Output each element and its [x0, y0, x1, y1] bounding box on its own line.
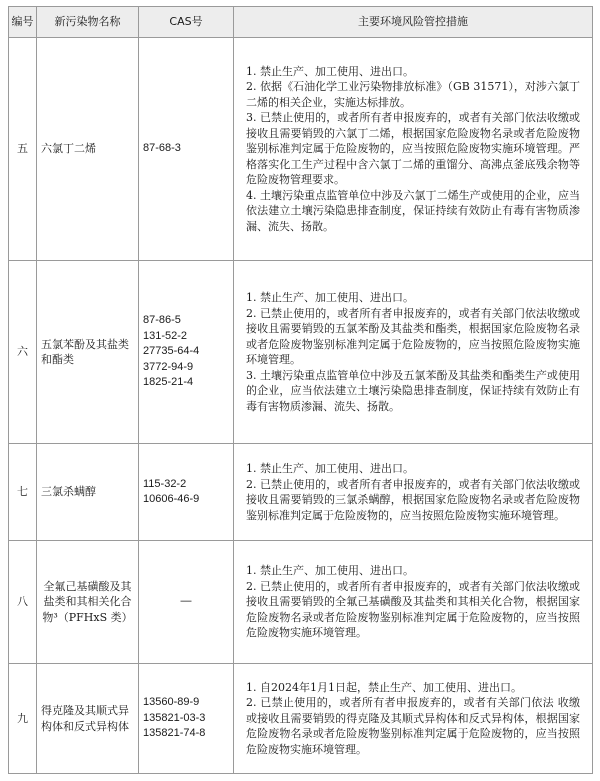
measure-item: 3. 土壤污染重点监管单位中涉及五氯苯酚及其盐类和酯类生产或使用的企业，应当依法建立土壤污染隐患排查制度，保证持续有效防止有毒有害物质渗漏、流失、扬散。: [246, 368, 580, 413]
cas-number: 87-86-5 131-52-2 27735-64-4 3772-94-9 1825-21-4: [139, 261, 234, 444]
measure-item: 2. 依据《石油化学工业污染物排放标准》（GB 31571），对涉六氯丁二烯的相关企业，实施达标排放。: [246, 80, 580, 109]
header-number: 编号: [9, 7, 37, 38]
pollutant-name: 六氯丁二烯: [37, 38, 139, 261]
cas-number: 13560-89-9 135821-03-3 135821-74-8: [139, 664, 234, 774]
pollutant-name: 得克隆及其顺式异构体和反式异构体: [37, 664, 139, 774]
measure-item: 1. 禁止生产、加工使用、进出口。: [246, 291, 414, 304]
table-row: [9, 541, 593, 664]
measure-item: 2. 已禁止使用的，或者所有者申报废弃的，或者有关部门依法收缴或接收且需要销毁的全氟己基磺酸及其盐类和其相关化合物，根据国家危险废物名录或者危险废物鉴别标准判定属于危险废物的，应当按照危险废物实施环境管理。: [246, 579, 580, 640]
header-control-measures: 主要环境风险管控措施: [234, 7, 593, 38]
control-measures: [234, 541, 593, 664]
control-measures: [234, 664, 593, 774]
table-row: [9, 664, 593, 774]
measure-item: 2. 已禁止使用的，或者所有者申报废弃的，或者有关部门依法收缴或接收且需要销毁的五氯苯酚及其盐类和酯类，根据国家危险废物名录或者危险废物鉴别标准判定属于危险废物的，应当按照危险废物实施环境管理。: [246, 306, 580, 366]
measure-item: 3. 已禁止使用的，或者所有者申报废弃的，或者有关部门依法收缴或接收且需要销毁的六氯丁二烯，根据国家危险废物名录或者危险废物鉴别标准判定属于危险废物的，应当按照危险废物实施环境管理。严格落实化工生产过程中含六氯丁二烯的重馏分、高沸点釜底残余物等危险废物管理要求。: [246, 111, 580, 187]
control-measures: [234, 444, 593, 541]
control-measures: [234, 38, 593, 261]
measure-item: 2. 已禁止使用的，或者所有者申报废弃的，或者有关部门依法 收缴或接收且需要销毁的得克隆及其顺式异构体和反式异构体，根据国家危险废物名录或者危险废物鉴别标准判定属于危险废物的，应当按照危险废物实施环境管理。: [246, 696, 580, 756]
measure-item: 1. 禁止生产、加工使用、进出口。: [246, 564, 414, 578]
row-number: 七: [9, 444, 37, 541]
row-number: 八: [9, 541, 37, 664]
measure-item: 1. 禁止生产、加工使用、进出口。: [246, 64, 414, 78]
control-measures: [234, 261, 593, 444]
pollutant-name: 五氯苯酚及其盐类和酯类: [37, 261, 139, 444]
header-pollutant-name: 新污染物名称: [37, 7, 139, 38]
table-row: [9, 261, 593, 444]
measure-item: 1. 自2024年1月1日起，禁止生产、加工使用、进出口。: [246, 680, 522, 694]
row-number: 九: [9, 664, 37, 774]
row-number: 五: [9, 38, 37, 261]
header-cas-number: CAS号: [139, 7, 234, 38]
measure-item: 4. 土壤污染重点监管单位中涉及六氯丁二烯生产或使用的企业，应当依法建立土壤污染隐患排查制度，保证持续有效防止有毒有害物质渗漏、流失、扬散。: [246, 188, 580, 233]
row-number: 六: [9, 261, 37, 444]
measure-item: 2. 已禁止使用的，或者所有者申报废弃的，或者有关部门依法收缴或接收且需要销毁的三氯杀螨醇，根据国家危险废物名录或者危险废物鉴别标准判定属于危险废物的，应当按照危险废物实施环境管理。: [246, 477, 580, 522]
cas-number: —: [139, 541, 234, 664]
pollutant-name: 全氟己基磺酸及其盐类和其相关化合物³（PFHxS 类）: [37, 541, 139, 664]
table-row: [9, 38, 593, 261]
table-header-row: [9, 7, 593, 38]
table-row: [9, 444, 593, 541]
measure-item: 1. 禁止生产、加工使用、进出口。: [246, 462, 414, 475]
pollutant-control-table: [8, 6, 593, 774]
cas-number: 115-32-2 10606-46-9: [139, 444, 234, 541]
cas-number: 87-68-3: [139, 38, 234, 261]
pollutant-name: 三氯杀螨醇: [37, 444, 139, 541]
